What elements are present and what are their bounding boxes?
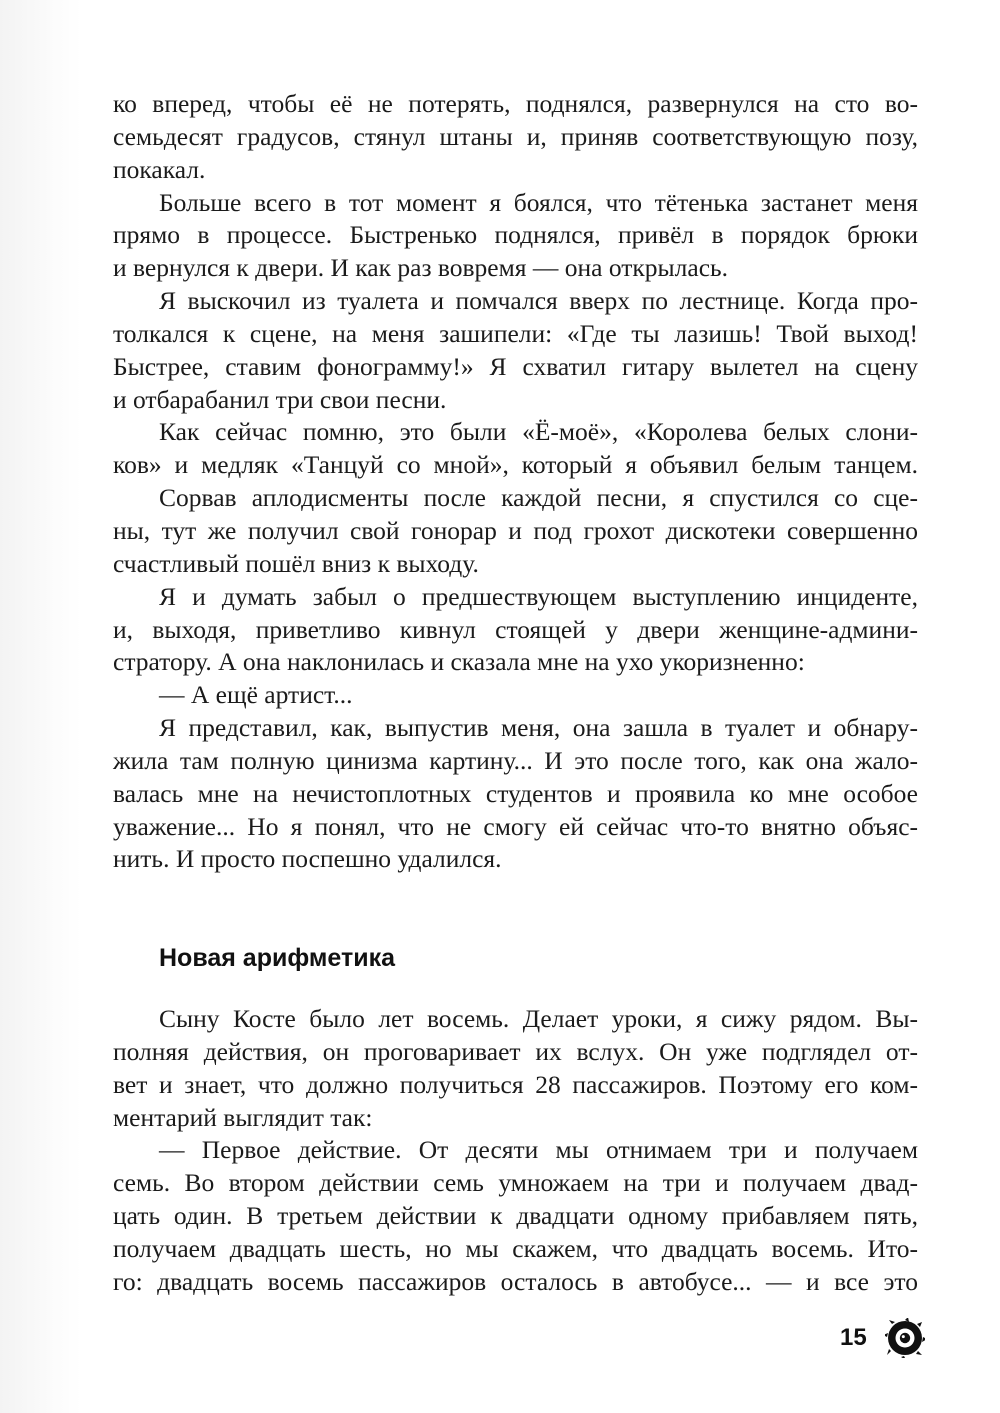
text-line: Я выскочил из туалета и помчался вверх по лестнице. Когда про- xyxy=(159,286,918,316)
text-line: нить. И просто поспешно удалился. xyxy=(113,844,502,874)
page-number: 15 xyxy=(840,1324,867,1351)
text-line: Сыну Косте было лет восемь. Делает уроки, я сижу рядом. Вы- xyxy=(159,1004,918,1033)
text-line: стратору. А она наклонилась и сказала мне на ухо укоризненно: xyxy=(113,647,805,677)
text-line: полняя действия, он проговаривает их вслух. Он уже подглядел от- xyxy=(113,1036,918,1066)
text-line: Сорвав аплодисменты после каждой песни, я спустился со сце- xyxy=(159,483,918,513)
text-line: семьдесят градусов, стянул штаны и, приняв соответствующую позу, xyxy=(113,121,918,151)
text-line: — А ещё артист... xyxy=(159,680,353,710)
text-line: и, выходя, приветливо кивнул стоящей у двери женщине-админи- xyxy=(113,614,918,644)
text-line: прямо в процессе. Быстренько поднялся, привёл в порядок брюки xyxy=(113,220,918,250)
text-line: валась мне на нечистоплотных студентов и проявила ко мне особое xyxy=(113,778,918,808)
text-line: и вернулся к двери. И как раз вовремя — она открылась. xyxy=(113,253,729,283)
text-line: ны, тут же получил свой гонорар и под грохот дискотеки совершенно xyxy=(113,515,918,545)
text-line: покакал. xyxy=(113,154,206,184)
text-line: вет и знает, что должно получиться 28 пассажиров. Поэтому его ком- xyxy=(113,1069,918,1099)
text-line: уважение... Но я понял, что не смогу ей сейчас что-то внятно объяс- xyxy=(113,811,918,841)
text-line: Быстрее, ставим фонограмму!» Я схватил гитару вылетел на сцену xyxy=(113,351,918,381)
text-line: ков» и медляк «Танцуй со мной», который я объявил белым танцем. xyxy=(113,450,918,480)
page-edge-shadow xyxy=(0,0,82,1413)
body-text-section-one xyxy=(113,88,918,876)
publisher-dragon-icon xyxy=(885,1318,925,1358)
text-line: ко вперед, чтобы её не потерять, поднялся, развернулся на сто во- xyxy=(113,89,918,118)
text-line: — Первое действие. От десяти мы отнимаем три и получаем xyxy=(159,1135,918,1165)
text-line: Я представил, как, выпустив меня, она зашла в туалет и обнару- xyxy=(159,713,918,743)
body-text-section-two xyxy=(113,1003,918,1299)
page-footer xyxy=(840,1318,940,1358)
text-line: го: двадцать восемь пассажиров осталось в автобусе... — и все это xyxy=(113,1266,918,1296)
text-line: Я и думать забыл о предшествующем выступлению инциденте, xyxy=(159,581,918,611)
text-line: Больше всего в тот момент я боялся, что тётенька застанет меня xyxy=(159,187,918,217)
text-line: получаем двадцать шесть, но мы скажем, что двадцать восемь. Ито- xyxy=(113,1233,918,1263)
text-line: толкался к сцене, на меня зашипели: «Где ты лазишь! Твой выход! xyxy=(113,318,918,348)
text-line: семь. Во втором действии семь умножаем на три и получаем двад- xyxy=(113,1168,918,1198)
text-line: счастливый пошёл вниз к выходу. xyxy=(113,548,479,578)
text-line: цать один. В третьем действии к двадцати одному прибавляем пять, xyxy=(113,1201,918,1231)
text-line: и отбарабанил три свои песни. xyxy=(113,384,447,414)
text-line: жила там полную цинизма картину... И это после того, как она жало- xyxy=(113,745,918,775)
text-line: Как сейчас помню, это были «Ё-моё», «Королева белых слони- xyxy=(159,417,918,447)
text-line: ментарий выглядит так: xyxy=(113,1102,373,1132)
section-heading: Новая арифметика xyxy=(159,944,395,972)
